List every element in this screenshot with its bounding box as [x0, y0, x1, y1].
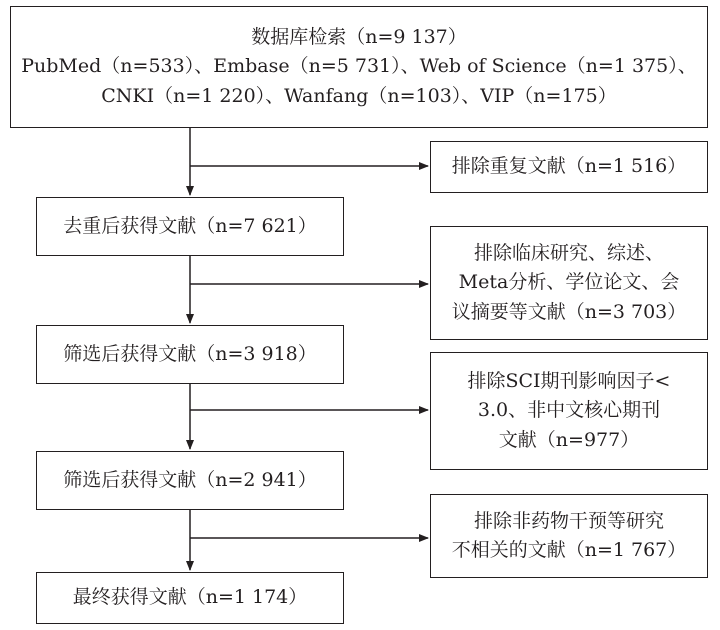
- exclude-types-line-2: Meta分析、学位论文、会: [458, 271, 680, 294]
- exclude-impact-line-3: 文献（n=977）: [498, 428, 640, 451]
- screened-2-box: [36, 451, 344, 510]
- final-line-1: 最终获得文献（n=1 174）: [72, 586, 308, 609]
- exclude-duplicates-line-1: 排除重复文献（n=1 516）: [451, 155, 687, 178]
- screened-1-line-1: 筛选后获得文献（n=3 918）: [63, 342, 317, 365]
- exclude-types-box: [430, 226, 708, 340]
- exclude-impact-line-2: 3.0、非中文核心期刊: [477, 399, 661, 422]
- exclude-impact-line-1: 排除SCI期刊影响因子<: [467, 369, 671, 392]
- exclude-duplicates-box: [430, 141, 708, 193]
- exclude-irrelevant-line-1: 排除非药物干预等研究: [473, 509, 664, 532]
- after-dedup-box: [36, 197, 344, 256]
- exclude-irrelevant-box: [430, 494, 708, 578]
- database-search-box: [10, 6, 708, 128]
- after-dedup-line-1: 去重后获得文献（n=7 621）: [63, 214, 317, 237]
- database-search-line-1: 数据库检索（n=9 137）: [251, 25, 467, 48]
- screened-2-line-1: 筛选后获得文献（n=2 941）: [63, 468, 317, 491]
- database-search-line-3: CNKI（n=1 220）、Wanfang（n=103）、VIP（n=175）: [101, 84, 617, 107]
- exclude-irrelevant-line-2: 不相关的文献（n=1 767）: [451, 539, 687, 561]
- exclude-types-line-1: 排除临床研究、综述、: [473, 241, 664, 264]
- final-box: [36, 572, 344, 624]
- database-search-line-2: PubMed（n=533）、Embase（n=5 731）、Web of Science（n=1 375）、: [21, 55, 697, 78]
- exclude-impact-box: [430, 352, 708, 470]
- screened-1-box: [36, 325, 344, 384]
- exclude-types-line-3: 议摘要等文献（n=3 703）: [451, 300, 687, 323]
